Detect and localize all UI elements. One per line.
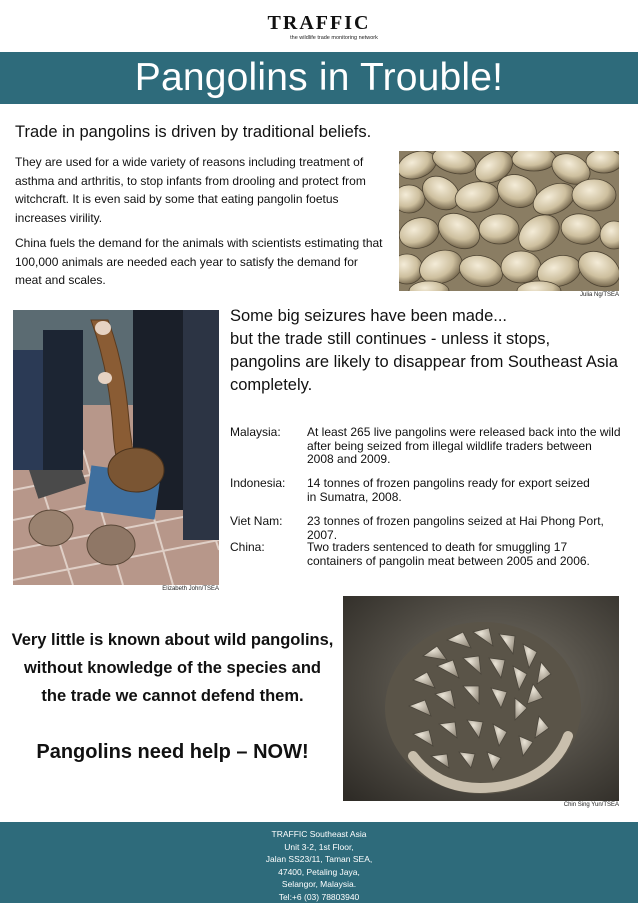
appeal-line-2: without knowledge of the species and xyxy=(23,659,322,677)
seizure-detail-line: containers of pangolin meat between 2005 and 2006. xyxy=(307,553,590,568)
scales-photo xyxy=(399,151,619,291)
seizure-detail xyxy=(307,426,627,467)
seizures-headline xyxy=(230,305,630,397)
seizure-detail xyxy=(307,477,627,504)
curled-pangolin-photo-credit: Chin Sing Yun/TSEA xyxy=(563,802,619,808)
seizure-detail-line: in Sumatra, 2008. xyxy=(307,489,402,504)
curled-pangolin-photo xyxy=(343,596,619,801)
seizure-country: Malaysia: xyxy=(230,425,281,439)
seizures-headline-line-2: but the trade still continues - unless it stops, xyxy=(230,330,551,348)
seizure-detail-line: 23 tonnes of frozen pangolins seized at Hai Phong Port, 2007. xyxy=(307,514,604,542)
footer-line: Unit 3-2, 1st Floor, xyxy=(284,841,354,852)
footer-address xyxy=(0,822,638,903)
appeal-line-3: the trade we cannot defend them. xyxy=(41,687,304,705)
help-now-callout: Pangolins need help – NOW! xyxy=(36,741,309,763)
seizure-detail-line: 2008 and 2009. xyxy=(307,452,391,466)
footer-line: 47400, Petaling Jaya, xyxy=(278,866,360,877)
seizure-country: China: xyxy=(230,540,265,554)
seizure-detail-line: after being seized from illegal wildlife traders between xyxy=(307,438,592,453)
seizure-photo xyxy=(13,310,219,585)
seizure-detail xyxy=(307,541,627,568)
seizure-detail-line: 14 tonnes of frozen pangolins ready for export seized xyxy=(307,476,590,490)
logo-wordmark: TRAFFIC xyxy=(267,12,371,34)
footer-line: Tel:+6 (03) 78803940 xyxy=(278,891,360,902)
logo-tagline: the wildlife trade monitoring network xyxy=(290,35,378,41)
intro-paragraph-1: They are used for a wide variety of reasons including treatment of asthma and arthritis, to stop infants from drooling and protect from witchcraft. It is even said by some that eating pangolin foetus increases virility. xyxy=(15,155,366,225)
footer-line: Selangor, Malaysia. xyxy=(281,879,357,889)
seizure-detail xyxy=(307,515,627,542)
appeal-line-1: Very little is known about wild pangolins, xyxy=(11,631,334,649)
intro-paragraph-2: China fuels the demand for the animals with scientists estimating that 100,000 animals are needed each year to satisfy the demand for meat and scales. xyxy=(15,236,383,287)
intro-lead: Trade in pangolins is driven by traditional beliefs. xyxy=(15,123,372,141)
page-title: Pangolins in Trouble! xyxy=(134,56,504,99)
seizure-photo-credit: Elizabeth John/TSEA xyxy=(162,586,219,592)
traffic-logo xyxy=(0,12,638,42)
seizure-country: Indonesia: xyxy=(230,476,286,490)
footer-line: TRAFFIC Southeast Asia xyxy=(271,829,367,839)
title-band xyxy=(0,52,638,104)
seizures-headline-line-1: Some big seizures have been made... xyxy=(230,307,507,325)
seizure-detail-line: Two traders sentenced to death for smuggling 17 xyxy=(307,540,568,554)
seizures-headline-line-4: completely. xyxy=(230,376,313,394)
scales-photo-credit: Julia Ng/TSEA xyxy=(579,292,619,298)
footer-line: Jalan SS23/11, Taman SEA, xyxy=(265,854,373,864)
seizure-detail-line: At least 265 live pangolins were released back into the wild xyxy=(307,425,621,439)
seizure-country: Viet Nam: xyxy=(230,514,283,528)
appeal-text xyxy=(0,626,345,710)
seizures-headline-line-3: pangolins are likely to disappear from Southeast Asia xyxy=(230,353,618,371)
